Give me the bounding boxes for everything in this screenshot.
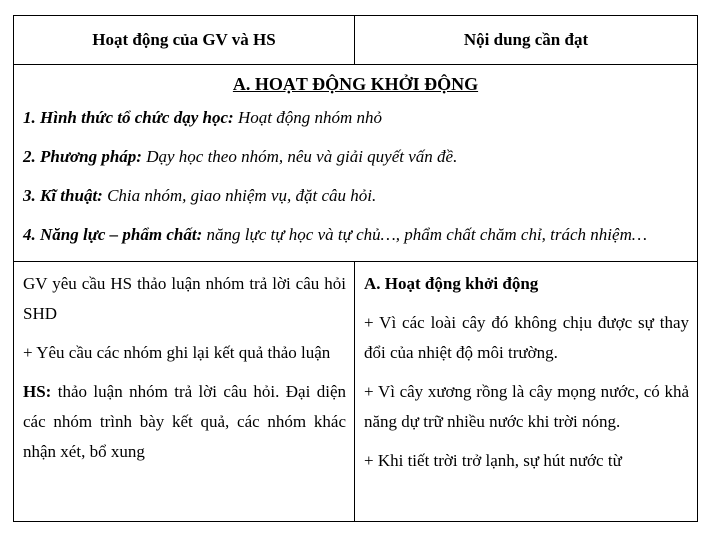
content-paragraph: + Vì các loài cây đó không chịu được sự thay đổi của nhiệt độ môi trường. xyxy=(364,313,689,362)
item-text: Chia nhóm, giao nhiệm vụ, đặt câu hỏi. xyxy=(102,186,377,205)
item-label: 1. Hình thức tổ chức dạy học: xyxy=(23,108,234,127)
content-paragraph: + Khi tiết trời trở lạnh, sự hút nước từ xyxy=(364,451,622,470)
item-label: 3. Kĩ thuật: xyxy=(23,186,103,205)
header-content-to-achieve: Nội dung cần đạt xyxy=(355,16,698,65)
teacher-student-activity-cell xyxy=(14,262,355,522)
content-cell xyxy=(355,262,698,522)
left-paragraph-student xyxy=(23,377,346,467)
student-label: HS: xyxy=(23,382,52,401)
item-text: Dạy học theo nhóm, nêu và giải quyết vấn đề. xyxy=(141,147,458,166)
header-teacher-student-activity: Hoạt động của GV và HS xyxy=(14,16,355,65)
activity-row xyxy=(14,262,698,522)
section-item-method xyxy=(23,142,688,172)
section-item-technique xyxy=(23,181,688,211)
section-item-format xyxy=(23,103,688,133)
section-cell xyxy=(14,65,698,262)
content-paragraph: + Vì cây xương rồng là cây mọng nước, có khả năng dự trữ nhiều nước khi trời nóng. xyxy=(364,382,689,431)
item-text: Hoạt động nhóm nhỏ xyxy=(233,108,382,127)
section-item-competency xyxy=(23,220,688,250)
item-text: năng lực tự học và tự chủ…, phẩm chất chăm chỉ, trách nhiệm… xyxy=(202,225,647,244)
table-header-row xyxy=(14,16,698,65)
left-paragraph: + Yêu cầu các nhóm ghi lại kết quả thảo luận xyxy=(23,343,331,362)
student-text: thảo luận nhóm trả lời câu hỏi. Đại diện các nhóm trình bày kết quả, các nhóm khác nhận xét, bổ xung xyxy=(23,382,346,461)
lesson-plan-table xyxy=(13,15,698,522)
item-label: 2. Phương pháp: xyxy=(23,147,142,166)
section-row xyxy=(14,65,698,262)
content-title: A. Hoạt động khởi động xyxy=(364,274,539,293)
item-label: 4. Năng lực – phẩm chất: xyxy=(23,225,203,244)
left-paragraph: GV yêu cầu HS thảo luận nhóm trả lời câu hỏi SHD xyxy=(23,274,346,323)
section-title: A. HOẠT ĐỘNG KHỞI ĐỘNG xyxy=(232,74,479,94)
